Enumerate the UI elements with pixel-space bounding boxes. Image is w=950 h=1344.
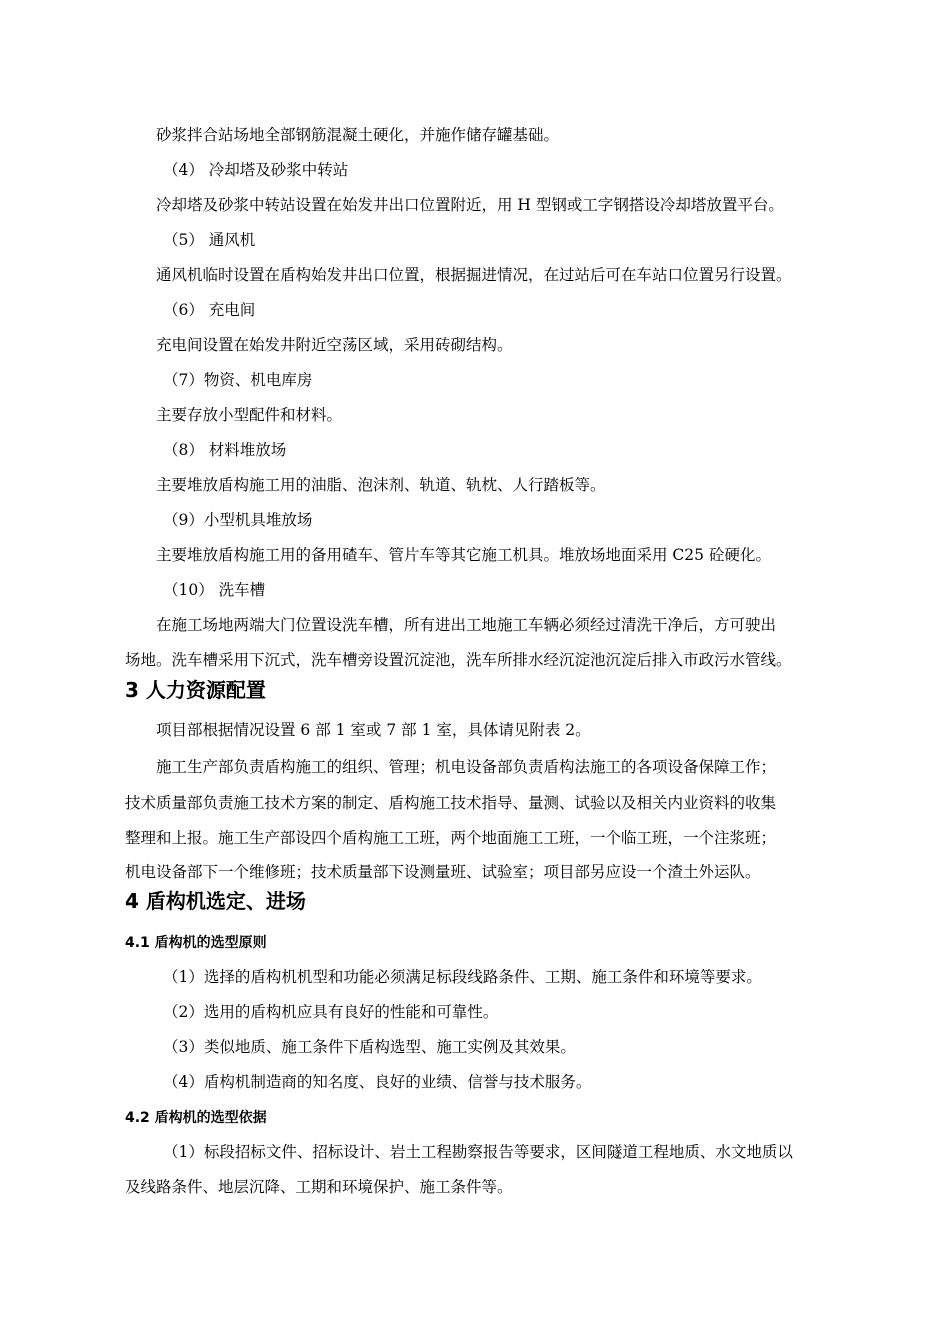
heading-section-4-1: 4.1 盾构机的选型原则 bbox=[125, 935, 267, 951]
subheading-material-yard: （8） 材料堆放场 bbox=[163, 441, 287, 459]
heading-section-3: 3 人力资源配置 bbox=[125, 678, 266, 702]
basis-item-1-line-2: 及线路条件、地层沉降、工期和环境保护、施工条件等。 bbox=[125, 1178, 513, 1196]
paragraph-wash-trough-line-2: 场地。洗车槽采用下沉式，洗车槽旁设置沉淀池，洗车所排水经沉淀池沉淀后排入市政污水管线。 bbox=[125, 651, 792, 669]
subheading-tool-yard: （9）小型机具堆放场 bbox=[163, 511, 313, 529]
basis-item-1-line-1: （1）标段招标文件、招标设计、岩土工程勘察报告等要求，区间隧道工程地质、水文地质以 bbox=[163, 1143, 793, 1161]
paragraph-ventilator: 通风机临时设置在盾构始发井出口位置，根据掘进情况，在过站后可在车站口位置另行设置。 bbox=[156, 266, 792, 284]
subheading-wash-trough: （10） 洗车槽 bbox=[163, 581, 266, 599]
paragraph-material-yard: 主要堆放盾构施工用的油脂、泡沫剂、轨道、轨枕、人行踏板等。 bbox=[156, 476, 606, 494]
paragraph-responsibilities-line-3: 整理和上报。施工生产部设四个盾构施工工班，两个地面施工工班，一个临工班，一个注浆班； bbox=[125, 829, 777, 847]
paragraph-responsibilities-line-2: 技术质量部负责施工技术方案的制定、盾构施工技术指导、量测、试验以及相关内业资料的收集 bbox=[125, 794, 777, 812]
heading-section-4-2: 4.2 盾构机的选型依据 bbox=[125, 1110, 267, 1126]
subheading-charging-room: （6） 充电间 bbox=[163, 301, 256, 319]
subheading-ventilator: （5） 通风机 bbox=[163, 231, 256, 249]
principle-item-3: （3）类似地质、施工条件下盾构选型、施工实例及其效果。 bbox=[163, 1038, 576, 1056]
subheading-cooling-tower: （4） 冷却塔及砂浆中转站 bbox=[163, 161, 349, 179]
paragraph-cooling-tower: 冷却塔及砂浆中转站设置在始发井出口位置附近，用 H 型钢或工字钢搭设冷却塔放置平台。 bbox=[156, 196, 784, 214]
paragraph-warehouse: 主要存放小型配件和材料。 bbox=[156, 406, 343, 424]
subheading-warehouse: （7）物资、机电库房 bbox=[163, 371, 313, 389]
principle-item-4: （4）盾构机制造商的知名度、良好的业绩、信誉与技术服务。 bbox=[163, 1073, 592, 1091]
paragraph-tool-yard: 主要堆放盾构施工用的备用碴车、管片车等其它施工机具。堆放场地面采用 C25 砼硬化。 bbox=[156, 546, 771, 564]
principle-item-2: （2）选用的盾构机应具有良好的性能和可靠性。 bbox=[163, 1003, 499, 1021]
principle-item-1: （1）选择的盾构机机型和功能必须满足标段线路条件、工期、施工条件和环境等要求。 bbox=[163, 968, 762, 986]
paragraph-wash-trough-line-1: 在施工场地两端大门位置设洗车槽，所有进出工地施工车辆必须经过清洗干净后，方可驶出 bbox=[156, 616, 777, 634]
heading-section-4: 4 盾构机选定、进场 bbox=[125, 889, 306, 913]
paragraph-responsibilities-line-1: 施工生产部负责盾构施工的组织、管理；机电设备部负责盾构法施工的各项设备保障工作； bbox=[156, 758, 777, 776]
paragraph-mortar-station: 砂浆拌合站场地全部钢筋混凝土硬化，并施作储存罐基础。 bbox=[156, 126, 560, 144]
paragraph-charging-room: 充电间设置在始发井附近空荡区域，采用砖砌结构。 bbox=[156, 336, 513, 354]
paragraph-departments: 项目部根据情况设置 6 部 1 室或 7 部 1 室，具体请见附表 2。 bbox=[156, 721, 591, 739]
paragraph-responsibilities-line-4: 机电设备部下一个维修班；技术质量部下设测量班、试验室；项目部另应设一个渣土外运队。 bbox=[125, 863, 761, 881]
